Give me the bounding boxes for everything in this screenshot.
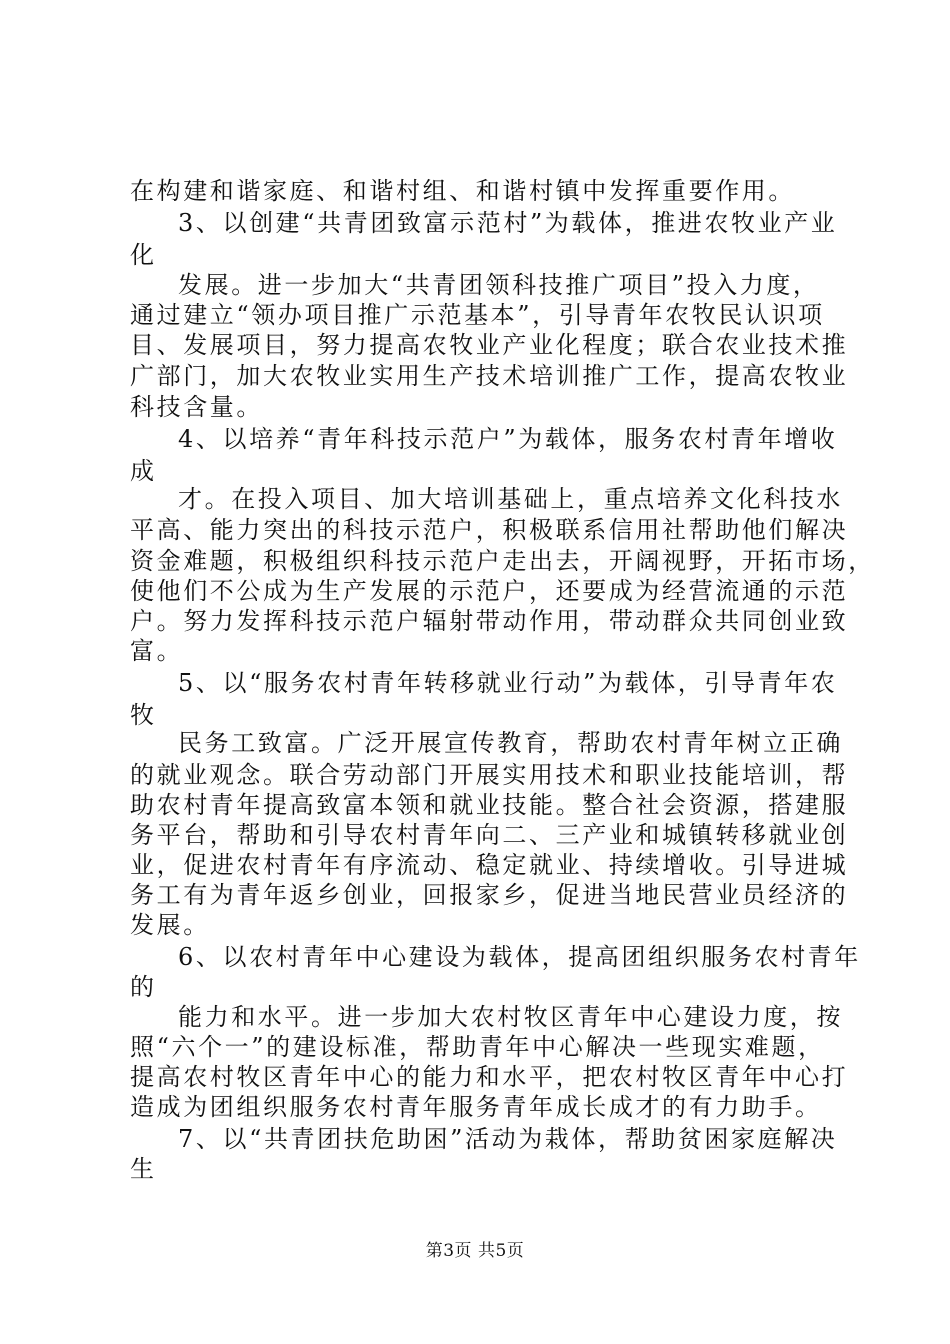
page-number-footer: 第3页 共5页 — [425, 1241, 525, 1261]
text-line: 4、以培养“青年科技示范户”为载体，服务农村青年增收 — [178, 425, 838, 453]
text-line: 广部门，加大农牧业实用生产技术培训推广工作，提高农牧业 — [130, 362, 849, 390]
text-line: 富。 — [130, 637, 184, 665]
text-line: 目、发展项目，努力提高农牧业产业化程度；联合农业技术推 — [130, 331, 849, 359]
text-line: 通过建立“领办项目推广示范基本”，引导青年农牧民认识项 — [130, 301, 825, 329]
text-line: 6、以农村青年中心建设为载体，提高团组织服务农村青年 — [178, 943, 861, 971]
text-line: 助农村青年提高致富本领和就业技能。整合社会资源，搭建服 — [130, 791, 849, 819]
text-line: 民务工致富。广泛开展宣传教育，帮助农村青年树立正确 — [178, 729, 843, 757]
text-line: 才。在投入项目、加大培训基础上，重点培养文化科技水 — [178, 485, 843, 513]
text-line: 牧 — [130, 701, 157, 729]
text-line: 的 — [130, 973, 157, 1001]
text-line: 业，促进农村青年有序流动、稳定就业、持续增收。引导进城 — [130, 851, 849, 879]
text-line: 平高、能力突出的科技示范户，积极联系信用社帮助他们解决 — [130, 516, 849, 544]
text-line: 的就业观念。联合劳动部门开展实用技术和职业技能培训，帮 — [130, 761, 849, 789]
text-line: 化 — [130, 241, 157, 269]
text-line: 务平台，帮助和引导农村青年向二、三产业和城镇转移就业创 — [130, 821, 849, 849]
text-line: 发展。 — [130, 911, 210, 939]
text-line: 资金难题，积极组织科技示范户走出去，开阔视野，开拓市场， — [130, 547, 875, 575]
text-line: 在构建和谐家庭、和谐村组、和谐村镇中发挥重要作用。 — [130, 177, 795, 205]
text-line: 成 — [130, 457, 157, 485]
text-line: 使他们不公成为生产发展的示范户，还要成为经营流通的示范 — [130, 577, 849, 605]
text-line: 发展。进一步加大“共青团领科技推广项目”投入力度， — [178, 271, 820, 299]
text-line: 7、以“共青团扶危助困”活动为栽体，帮助贫困家庭解决 — [178, 1125, 838, 1153]
text-line: 照“六个一”的建设标准，帮助青年中心解决一些现实难题， — [130, 1033, 825, 1061]
text-line: 生 — [130, 1155, 157, 1183]
text-line: 能力和水平。进一步加大农村牧区青年中心建设力度，按 — [178, 1003, 843, 1031]
text-line: 5、以“服务农村青年转移就业行动”为载体，引导青年农 — [178, 669, 838, 697]
text-line: 务工有为青年返乡创业，回报家乡，促进当地民营业员经济的 — [130, 881, 849, 909]
text-line: 3、以创建“共青团致富示范村”为载体，推进农牧业产业 — [178, 209, 838, 237]
text-line: 户。努力发挥科技示范户辐射带动作用，带动群众共同创业致 — [130, 607, 849, 635]
text-line: 科技含量。 — [130, 393, 263, 421]
text-line: 提高农村牧区青年中心的能力和水平，把农村牧区青年中心打 — [130, 1063, 849, 1091]
text-line: 造成为团组织服务农村青年服务青年成长成才的有力助手。 — [130, 1093, 822, 1121]
